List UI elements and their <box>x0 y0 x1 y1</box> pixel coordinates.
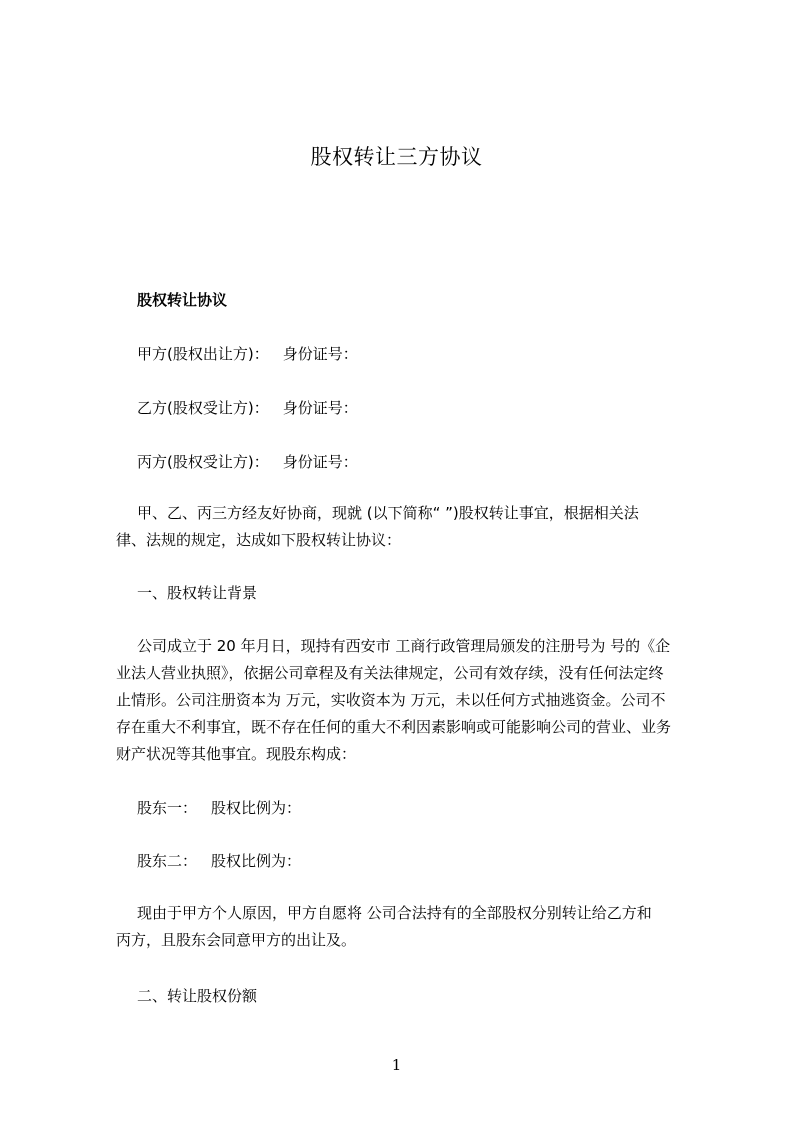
background-line: 财产状况等其他事宜。现股东构成： <box>116 745 357 763</box>
party-a-line <box>137 343 358 365</box>
document-title: 股权转让三方协议 <box>310 145 483 169</box>
background-paragraph <box>116 633 716 768</box>
section-1-heading: 一、股权转让背景 <box>137 584 258 602</box>
party-b-label: 乙方(股权受让方)： <box>137 399 269 417</box>
shareholder-1-ratio-label: 股权比例为： <box>211 799 302 817</box>
party-c-label: 丙方(股权受让方)： <box>137 453 269 471</box>
transfer-line: 丙方，且股东会同意甲方的出让及。 <box>116 931 357 949</box>
party-a-id-label: 身份证号： <box>282 345 358 363</box>
intro-paragraph <box>116 500 716 554</box>
shareholder-1-label: 股东一： <box>137 799 198 817</box>
page-number: 1 <box>391 1056 402 1074</box>
transfer-paragraph <box>116 900 716 954</box>
background-line: 公司成立于 20 年月日，现持有西安市 工商行政管理局颁发的注册号为 号的《企 <box>137 637 671 655</box>
party-b-id-label: 身份证号： <box>282 399 358 417</box>
party-a-label: 甲方(股权出让方)： <box>137 345 269 363</box>
background-line: 存在重大不利事宜，既不存在任何的重大不利因素影响或可能影响公司的营业、业务 <box>116 718 672 736</box>
section-heading: 股权转让协议 <box>137 291 228 309</box>
shareholder-1-line <box>137 797 301 819</box>
party-c-id-label: 身份证号： <box>282 453 358 471</box>
shareholder-2-ratio-label: 股权比例为： <box>211 852 302 870</box>
party-c-line <box>137 451 358 473</box>
background-line: 止情形。公司注册资本为 万元，实收资本为 万元，未以任何方式抽逃资金。公司不 <box>116 691 666 709</box>
intro-line: 律、法规的规定，达成如下股权转让协议： <box>116 531 402 549</box>
intro-line: 甲、乙、丙三方经友好协商，现就 (以下简称“ ”)股权转让事宜，根据相关法 <box>137 504 639 522</box>
section-2-heading: 二、转让股权份额 <box>137 987 258 1005</box>
party-b-line <box>137 397 358 419</box>
background-line: 业法人营业执照》，依据公司章程及有关法律规定，公司有效存续，没有任何法定终 <box>116 664 664 682</box>
transfer-line: 现由于甲方个人原因，甲方自愿将 公司合法持有的全部股权分别转让给乙方和 <box>137 904 652 922</box>
shareholder-2-label: 股东二： <box>137 852 198 870</box>
shareholder-2-line <box>137 850 301 872</box>
